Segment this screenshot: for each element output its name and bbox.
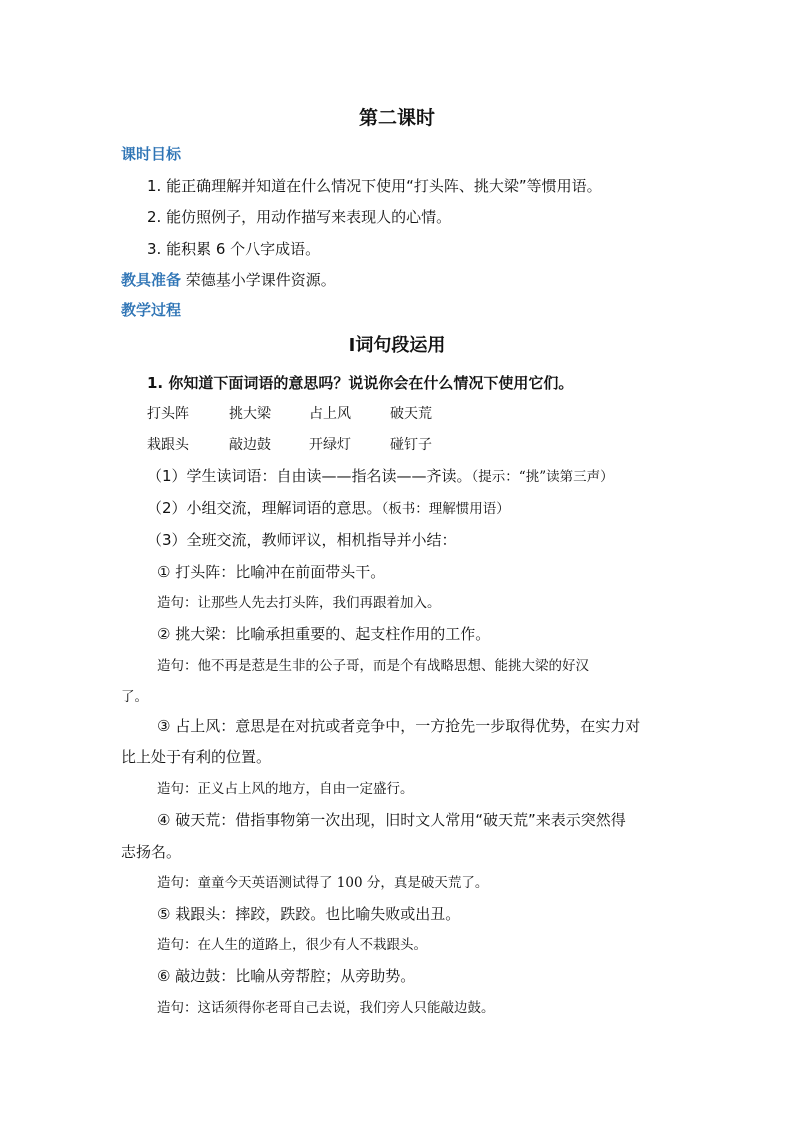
materials-heading: 教具准备 bbox=[121, 271, 182, 289]
objective-item: 2. 能仿照例子，用动作描写来表现人的心情。 bbox=[147, 208, 452, 226]
word-item: 栽跟头 bbox=[147, 437, 189, 453]
example-sentence: 造句：让那些人先去打头阵，我们再跟着加入。 bbox=[157, 595, 441, 611]
word-item: 碰钉子 bbox=[390, 437, 432, 453]
idiom-explanation: ② 挑大梁：比喻承担重要的、起支柱作用的工作。 bbox=[157, 625, 491, 643]
question: 1. 你知道下面词语的意思吗？说说你会在什么情况下使用它们。 bbox=[147, 374, 574, 392]
step-2-board-note: （板书：理解惯用语） bbox=[381, 501, 510, 517]
example-sentence: 造句：正义占上风的地方，自由一定盛行。 bbox=[157, 781, 414, 797]
word-item: 开绿灯 bbox=[309, 437, 351, 453]
materials-text: 荣德基小学课件资源。 bbox=[185, 271, 336, 289]
word-item: 挑大梁 bbox=[229, 406, 271, 422]
page-title: 第二课时 bbox=[358, 107, 435, 129]
example-sentence: 造句：他不再是惹是生非的公子哥，而是个有战略思想、能挑大梁的好汉 bbox=[157, 658, 589, 674]
example-sentence: 造句：这话须得你老哥自己去说，我们旁人只能敲边鼓。 bbox=[157, 1000, 495, 1016]
idiom-explanation: ① 打头阵：比喻冲在前面带头干。 bbox=[157, 563, 386, 581]
example-sentence: 造句：在人生的道路上，很少有人不栽跟头。 bbox=[157, 937, 427, 953]
process-heading: 教学过程 bbox=[121, 301, 182, 319]
idiom-explanation: ④ 破天荒：借指事物第一次出现，旧时文人常用“破天荒”来表示突然得 bbox=[157, 811, 626, 829]
word-item: 打头阵 bbox=[147, 406, 189, 422]
step-3: （3）全班交流，教师评议，相机指导并小结： bbox=[147, 531, 457, 549]
idiom-explanation: ⑤ 栽跟头：摔跤，跌跤。也比喻失败或出丑。 bbox=[157, 905, 461, 923]
example-sentence: 造句：童童今天英语测试得了 100 分，真是破天荒了。 bbox=[157, 875, 489, 891]
materials-line bbox=[121, 270, 336, 290]
step-1 bbox=[147, 466, 614, 487]
section-title: Ⅰ词句段运用 bbox=[348, 335, 446, 356]
word-item: 占上风 bbox=[309, 406, 351, 422]
step-2-text: （2）小组交流，理解词语的意思。 bbox=[147, 499, 382, 517]
step-2 bbox=[147, 498, 510, 519]
step-1-text: （1）学生读词语：自由读——指名读——齐读。 bbox=[147, 467, 472, 485]
objective-item: 1. 能正确理解并知道在什么情况下使用“打头阵、挑大梁”等惯用语。 bbox=[147, 177, 602, 195]
example-sentence-continued: 了。 bbox=[121, 689, 148, 705]
idiom-explanation-continued: 志扬名。 bbox=[121, 843, 182, 861]
word-item: 破天荒 bbox=[390, 406, 432, 422]
word-item: 敲边鼓 bbox=[229, 437, 271, 453]
idiom-explanation: ⑥ 敲边鼓：比喻从旁帮腔；从旁助势。 bbox=[157, 967, 416, 985]
objective-item: 3. 能积累 6 个八字成语。 bbox=[147, 240, 321, 258]
idiom-explanation: ③ 占上风：意思是在对抗或者竞争中，一方抢先一步取得优势，在实力对 bbox=[157, 717, 641, 735]
objectives-heading: 课时目标 bbox=[121, 145, 182, 163]
step-1-hint: （提示：“挑”读第三声） bbox=[471, 469, 614, 485]
idiom-explanation-continued: 比上处于有利的位置。 bbox=[121, 748, 272, 766]
